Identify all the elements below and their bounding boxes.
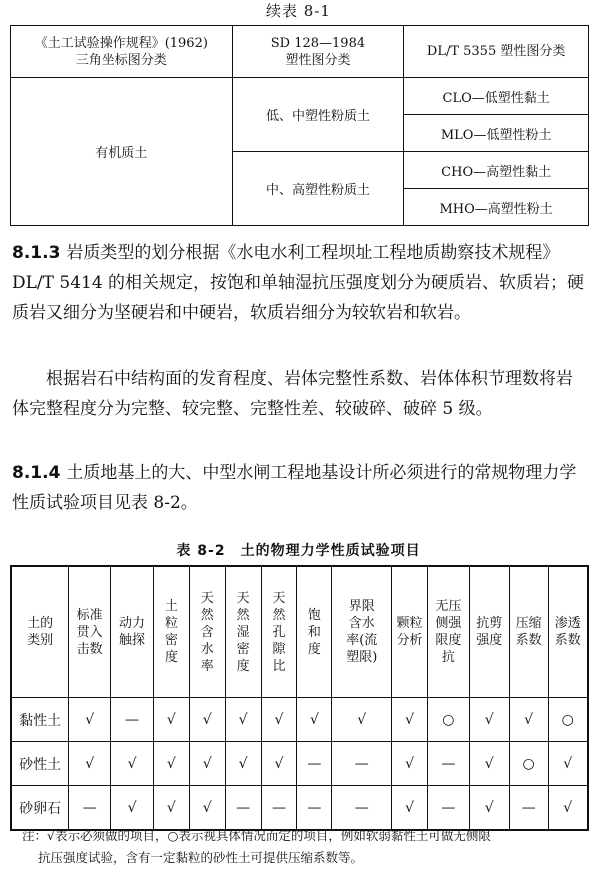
group-cell: 低、中塑性粉质土 xyxy=(232,78,404,152)
header-cell: 土 粒 密 度 xyxy=(153,566,189,698)
test-mark-cell: √ xyxy=(392,742,428,786)
header-cell: 土的 类别 xyxy=(11,566,69,698)
paragraph-text: 土质地基上的大、中型水闸工程地基设计所必须进行的常规物理力学性质试验项目见表 8-2。 xyxy=(12,463,577,513)
test-mark-cell: √ xyxy=(509,698,548,742)
table-header-row xyxy=(11,26,589,78)
header-cell: 渗透 系数 xyxy=(548,566,588,698)
table-header-row xyxy=(11,566,588,698)
test-mark-cell: ○ xyxy=(427,698,469,742)
test-mark-cell: √ xyxy=(332,698,392,742)
note-line: 注：√表示必须做的项目，○表示视具体情况而定的项目，例如软弱黏性土可做无侧限 xyxy=(22,828,491,843)
test-mark-cell: √ xyxy=(153,786,189,831)
test-mark-cell: √ xyxy=(469,698,509,742)
soil-type-cell: 黏性土 xyxy=(11,698,69,742)
test-mark-cell: — xyxy=(427,742,469,786)
test-mark-cell: √ xyxy=(111,742,154,786)
organic-soil-cell: 有机质土 xyxy=(11,78,233,226)
table-body xyxy=(11,698,588,831)
test-mark-cell: — xyxy=(297,786,332,831)
paragraph-8-1-4 xyxy=(12,458,587,518)
test-mark-cell: √ xyxy=(225,742,261,786)
test-mark-cell: √ xyxy=(69,742,111,786)
header-cell: 天 然 湿 密 度 xyxy=(225,566,261,698)
paragraph-integrity xyxy=(12,364,587,424)
header-cell: 天 然 孔 隙 比 xyxy=(261,566,297,698)
classification-table xyxy=(10,25,589,226)
item-cell: MLO—低塑性粉土 xyxy=(404,115,589,152)
test-mark-cell: √ xyxy=(189,742,225,786)
header-cell: 界限 含水 率(流 塑限) xyxy=(332,566,392,698)
test-mark-cell: √ xyxy=(469,786,509,831)
header-cell: 标准 贯入 击数 xyxy=(69,566,111,698)
test-mark-cell: √ xyxy=(153,742,189,786)
test-mark-cell: √ xyxy=(189,786,225,831)
paragraph-8-1-3 xyxy=(12,238,587,328)
header-cell: 天 然 含 水 率 xyxy=(189,566,225,698)
test-mark-cell: √ xyxy=(261,698,297,742)
test-mark-cell: √ xyxy=(69,698,111,742)
continued-table-title: 续表 8-1 xyxy=(266,2,331,20)
test-mark-cell: √ xyxy=(392,786,428,831)
test-mark-cell: √ xyxy=(469,742,509,786)
test-mark-cell: — xyxy=(261,786,297,831)
paragraph-text: 岩质类型的划分根据《水电水利工程坝址工程地质勘察技术规程》DL/T 5414 的相关规定，按饱和单轴湿抗压强度划分为硬质岩、软质岩；硬质岩又细分为坚硬岩和中硬岩，软质岩细分为较软岩和软岩。 xyxy=(12,243,585,323)
soil-test-table xyxy=(10,565,589,831)
section-number: 8.1.3 xyxy=(12,243,61,263)
test-mark-cell: ○ xyxy=(509,742,548,786)
test-mark-cell: — xyxy=(111,698,154,742)
test-mark-cell: — xyxy=(427,786,469,831)
note-line: 抗压强度试验，含有一定黏粒的砂性土可提供压缩系数等。 xyxy=(38,850,364,865)
test-mark-cell: — xyxy=(509,786,548,831)
paragraph-text: 根据岩石中结构面的发育程度、岩体完整性系数、岩体体积节理数将岩体完整程度分为完整、较完整、完整性差、较破碎、破碎 5 级。 xyxy=(12,369,573,419)
test-mark-cell: √ xyxy=(261,742,297,786)
header-cell: SD 128—1984 塑性图分类 xyxy=(232,26,404,78)
item-cell: CHO—高塑性黏土 xyxy=(404,152,589,189)
header-cell: 动力 触探 xyxy=(111,566,154,698)
soil-type-cell: 砂卵石 xyxy=(11,786,69,831)
table-8-2-title: 表 8-2 土的物理力学性质试验项目 xyxy=(176,543,421,559)
test-mark-cell: √ xyxy=(297,698,332,742)
test-mark-cell: √ xyxy=(548,742,588,786)
test-mark-cell: √ xyxy=(392,698,428,742)
soil-type-cell: 砂性土 xyxy=(11,742,69,786)
test-mark-cell: √ xyxy=(111,786,154,831)
item-cell: MHO—高塑性粉土 xyxy=(404,189,589,226)
test-mark-cell: √ xyxy=(189,698,225,742)
table-note xyxy=(22,825,587,869)
header-cell: 颗粒 分析 xyxy=(392,566,428,698)
test-mark-cell: ○ xyxy=(548,698,588,742)
group-cell: 中、高塑性粉质土 xyxy=(232,152,404,226)
table-row xyxy=(11,78,589,115)
item-cell: CLO—低塑性黏土 xyxy=(404,78,589,115)
table-row xyxy=(11,698,588,742)
table-row xyxy=(11,742,588,786)
header-cell: 饱 和 度 xyxy=(297,566,332,698)
header-cell: 无压 侧强 限度 抗 xyxy=(427,566,469,698)
header-cell: 压缩 系数 xyxy=(509,566,548,698)
test-mark-cell: — xyxy=(332,742,392,786)
test-mark-cell: √ xyxy=(548,786,588,831)
header-cell: 抗剪 强度 xyxy=(469,566,509,698)
test-mark-cell: — xyxy=(225,786,261,831)
test-mark-cell: — xyxy=(297,742,332,786)
section-number: 8.1.4 xyxy=(12,463,61,483)
test-mark-cell: — xyxy=(332,786,392,831)
test-mark-cell: √ xyxy=(153,698,189,742)
table-row xyxy=(11,786,588,831)
test-mark-cell: — xyxy=(69,786,111,831)
header-cell: 《土工试验操作规程》(1962) 三角坐标图分类 xyxy=(11,26,233,78)
test-mark-cell: √ xyxy=(225,698,261,742)
header-cell: DL/T 5355 塑性图分类 xyxy=(404,26,589,78)
